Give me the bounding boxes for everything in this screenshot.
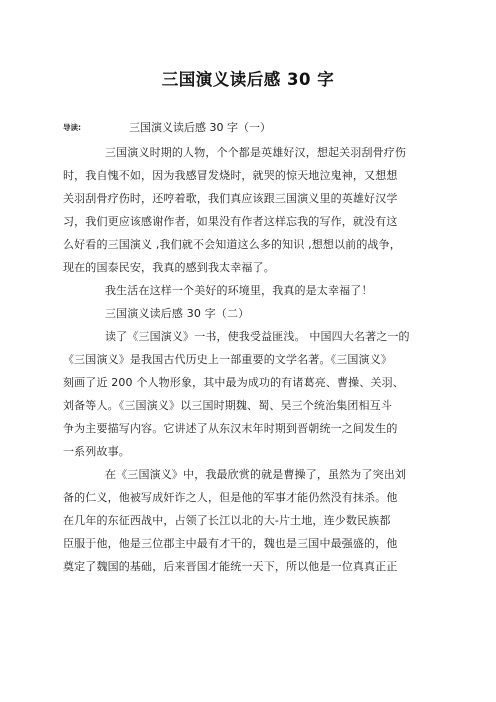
- body-line: 争为主要描写内容。它讲述了从东汉末年时期到晋朝统一之间发生的: [63, 422, 398, 435]
- body-line: 在几年的东征西战中，占领了长江以北的大-片土地，连少数民族都: [63, 514, 391, 527]
- body-line: 读了《三国演义》一书，使我受益匪浅。 中国四大名著之一的: [105, 330, 410, 343]
- body-line: 时，我自愧不如，因为我感冒发烧时，就哭的惊天地泣鬼神，又想想: [63, 169, 398, 182]
- body-line: 现在的国泰民安，我真的感到我太幸福了。: [63, 261, 275, 274]
- body-line: 我生活在这样一个美好的环境里，我真的是太幸福了！: [105, 284, 373, 297]
- body-line: 一系列故事。: [63, 445, 130, 458]
- body-line: 奠定了魏国的基础，后来晋国才能统一天下，所以他是一位真真正正: [63, 560, 398, 573]
- body-line: 备的仁义，他被写成奸诈之人，但是他的军事才能仍然没有抹杀。他: [63, 491, 398, 504]
- body-line: 臣服于他，他是三位郡主中最有才干的，魏也是三国中最强盛的，他: [63, 537, 398, 550]
- body-line: 《三国演义》是我国古代历史上一部重要的文学名著。《三国演义》: [63, 353, 392, 366]
- guide-text: 三国演义读后感 30 字（一）: [129, 121, 271, 134]
- body-line: 关羽刮骨疗伤时，还哼着歌，我们真应该跟三国演义里的英雄好汉学: [63, 192, 398, 205]
- body-text: [63, 141, 433, 578]
- body-line: 习，我们更应该感谢作者，如果没有作者这样忘我的写作，就没有这: [63, 215, 398, 228]
- body-line: 么好看的三国演义 ,我们就不会知道这么多的知识 ,想想以前的战争，: [63, 238, 401, 251]
- body-line: 刘备等人。《三国演义》以三国时期魏、蜀、吴三个统治集团相互斗: [63, 399, 392, 412]
- guide-label: 导读:: [63, 123, 81, 132]
- document-title: 三国演义读后感 30 字: [161, 70, 335, 89]
- body-line: 刻画了近 200 个人物形象，其中最为成功的有诸葛亮、曹操、关羽、: [63, 376, 404, 389]
- body-line: 三国演义读后感 30 字（二）: [105, 307, 250, 320]
- body-line: 三国演义时期的人物，个个都是英雄好汉，想起关羽刮骨疗伤: [105, 146, 407, 159]
- body-line: 在《三国演义》中，我最欣赏的就是曹操了，虽然为了突出刘: [105, 468, 407, 481]
